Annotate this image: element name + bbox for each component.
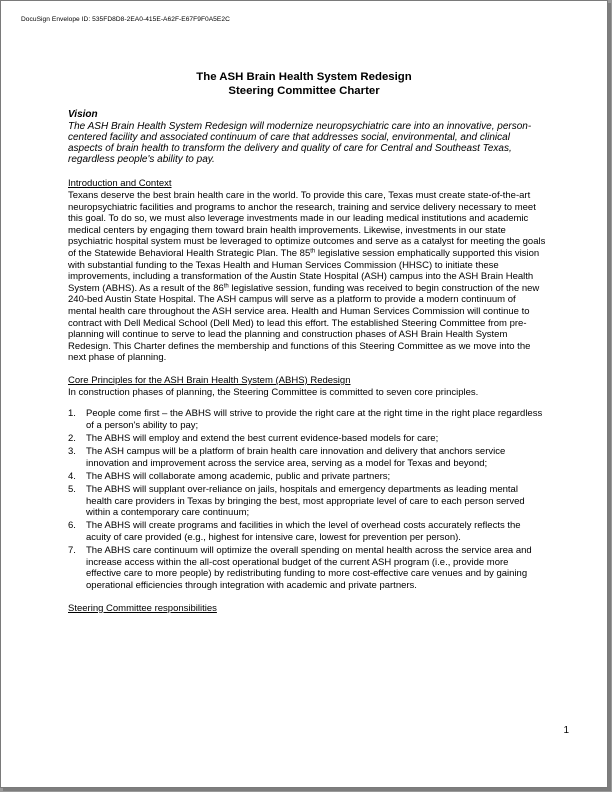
intro-sup-2: th xyxy=(223,283,229,290)
list-item-text: The ABHS care continuum will optimize the overall spending on mental health across the service area and increase access within the all-cost operational budget of the current ASH program (i.e., provide more effective care to more people) by redistributing funding to more cost-effective care venues and by gaining operational efficiencies through integration with academic and private partners. xyxy=(86,545,532,591)
principles-intro: In construction phases of planning, the Steering Committee is committed to seven core principles. xyxy=(68,386,479,398)
title-line-1: The ASH Brain Health System Redesign xyxy=(196,71,412,83)
list-item xyxy=(68,520,546,543)
intro-paragraph xyxy=(68,190,546,364)
list-item xyxy=(68,446,546,469)
list-item-number: 6. xyxy=(68,520,76,532)
list-item-number: 5. xyxy=(68,484,76,496)
list-item-number: 7. xyxy=(68,545,76,557)
list-item-number: 3. xyxy=(68,446,76,458)
page-number: 1 xyxy=(563,725,569,736)
document-title xyxy=(1,71,607,98)
intro-sup-1: th xyxy=(310,248,316,255)
intro-heading: Introduction and Context xyxy=(68,178,172,190)
list-item-text: The ABHS will supplant over-reliance on jails, hospitals and emergency departments as leading mental health care providers in Texas by bringing the best, most appropriate level of care to each person served within a contemporary care continuum; xyxy=(86,484,525,519)
list-item xyxy=(68,471,546,483)
steering-heading: Steering Committee responsibilities xyxy=(68,602,217,614)
list-item-text: The ASH campus will be a platform of brain health care innovation and delivery that anchors service innovation and improvement across the service area, serving as a model for Texas and beyond; xyxy=(86,446,506,469)
intro-text-3: legislative session, funding was received to begin construction of the new 240-bed Austin State Hospital. The ASH campus will serve as a platform to provide a modern continuum of mental health care throughout the ASH service area. Health and Human Services Commission will continue to contract with Dell Medical School (Dell Med) to lead this effort. The established Steering Committee from pre-planning will continue to serve to lead the planning and construction phases of ASH Brain Health System Redesign. This Charter defines the membership and functions of this Steering Committee as we move into the next phase of planning. xyxy=(68,282,540,364)
intro-text-1: Texans deserve the best brain health care in the world. To provide this care, Texas must create state-of-the-art neuropsychiatric facilities and programs to anchor the research, training and service delivery necessary to meet this goal. To do so, we must also leverage investments made in our leading medical institutions and academic medical centers by engaging them toward brain health improvements. Likewise, investments in our state psychiatric hospital system must be leveraged to optimize outcomes and serve as a catalyst for meeting the goals of the Statewide Behavioral Health Strategic Plan. The 85 xyxy=(68,190,546,259)
list-item-text: The ABHS will employ and extend the best current evidence-based models for care; xyxy=(86,432,439,444)
list-item xyxy=(68,408,546,431)
list-item-number: 4. xyxy=(68,470,76,482)
list-item-text: People come first – the ABHS will strive to provide the right care at the right time in the right place regardless of a person's ability to pay; xyxy=(86,408,543,431)
document-body xyxy=(68,109,546,614)
list-item-number: 1. xyxy=(68,408,76,420)
title-line-2: Steering Committee Charter xyxy=(228,84,380,97)
principles-list xyxy=(68,408,546,591)
principles-heading: Core Principles for the ASH Brain Health System (ABHS) Redesign xyxy=(68,374,351,386)
list-item xyxy=(68,433,546,445)
list-item xyxy=(68,545,546,591)
list-item xyxy=(68,484,546,519)
list-item-number: 2. xyxy=(68,432,76,444)
envelope-id: DocuSign Envelope ID: 535FD8D8-2EA0-415E-A62F-E67F9F0A5E2C xyxy=(21,16,230,23)
list-item-text: The ABHS will collaborate among academic, public and private partners; xyxy=(86,470,391,482)
vision-heading: Vision xyxy=(68,109,98,120)
vision-text: The ASH Brain Health System Redesign will modernize neuropsychiatric care into an innovative, person-centered facility and associated continuum of care that addresses social, environmental, and clinical aspects of brain health to transform the delivery and quality of care for Central and Southeast Texas, regardless people's ability to pay. xyxy=(68,120,532,166)
list-item-text: The ABHS will create programs and facilities in which the level of overhead costs accurately reflects the acuity of care provided (e.g., highest for intensive care, lowest for prevention per person). xyxy=(86,520,521,543)
intro-text-2: legislative session emphatically supported this vision with substantial funding to the Texas Health and Human Services Commission (HHSC) to initiate these improvements, including a transformation of the Austin State Hospital (ASH) campus into the ASH Brain Health System (ABHS). As a result of the 86 xyxy=(68,247,540,294)
